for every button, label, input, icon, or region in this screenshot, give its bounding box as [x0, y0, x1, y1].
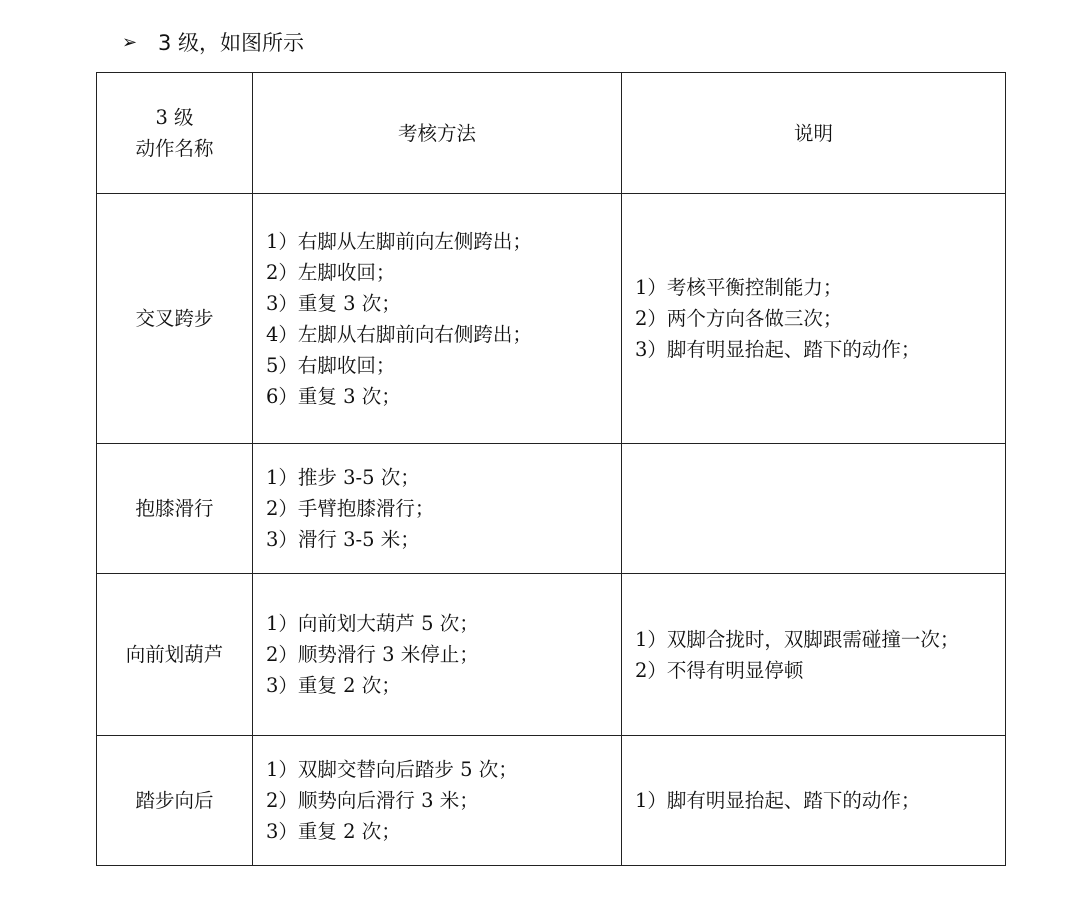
method-cell — [253, 736, 622, 866]
action-name-cell: 向前划葫芦 — [97, 574, 253, 736]
method-line: 5）右脚收回； — [266, 353, 396, 377]
method-line: 1）推步 3-5 次； — [266, 466, 420, 489]
note-line: 1）双脚合拢时，双脚跟需碰撞一次； — [635, 627, 960, 651]
action-name-cell: 抱膝滑行 — [97, 444, 253, 574]
method-line: 3）重复 2 次； — [266, 674, 401, 697]
header-action-name — [97, 73, 253, 194]
section-heading — [122, 26, 304, 58]
method-line: 3）滑行 3-5 米； — [266, 528, 420, 551]
table-header-row — [97, 73, 1006, 194]
method-line: 1）右脚从左脚前向左侧跨出； — [266, 229, 532, 253]
method-line: 2）顺势向后滑行 3 米； — [266, 789, 479, 812]
method-cell — [253, 444, 622, 574]
section-heading-text: 3 级，如图所示 — [158, 31, 305, 55]
header-note: 说明 — [622, 73, 1006, 194]
note-line: 1）脚有明显抬起、踏下的动作； — [635, 789, 921, 812]
method-line: 4）左脚从右脚前向右侧跨出； — [266, 322, 532, 346]
method-cell — [253, 194, 622, 444]
method-line: 1）向前划大葫芦 5 次； — [266, 612, 479, 635]
table-row — [97, 574, 1006, 736]
table-row — [97, 194, 1006, 444]
note-cell — [622, 574, 1006, 736]
assessment-table — [96, 72, 1006, 866]
note-line: 2）两个方向各做三次； — [635, 307, 843, 330]
note-line: 3）脚有明显抬起、踏下的动作； — [635, 338, 921, 361]
method-line: 6）重复 3 次； — [266, 384, 401, 408]
method-line: 3）重复 2 次； — [266, 820, 401, 843]
header-action-name-label: 动作名称 — [135, 137, 214, 160]
table-row — [97, 736, 1006, 866]
method-line: 2）手臂抱膝滑行； — [266, 497, 435, 520]
arrow-bullet-icon: ➢ — [122, 31, 138, 53]
note-line: 1）考核平衡控制能力； — [635, 276, 843, 299]
note-cell — [622, 736, 1006, 866]
table-row — [97, 444, 1006, 574]
header-level-label: 3 级 — [155, 106, 194, 129]
note-line: 2）不得有明显停顿 — [635, 658, 804, 682]
method-line: 2）顺势滑行 3 米停止； — [266, 643, 479, 666]
note-cell — [622, 194, 1006, 444]
method-cell — [253, 574, 622, 736]
method-line: 1）双脚交替向后踏步 5 次； — [266, 758, 518, 781]
header-method: 考核方法 — [253, 73, 622, 194]
note-cell-empty — [622, 444, 1006, 574]
action-name-cell: 踏步向后 — [97, 736, 253, 866]
method-line: 3）重复 3 次； — [266, 291, 401, 315]
action-name-cell: 交叉跨步 — [97, 194, 253, 444]
method-line: 2）左脚收回； — [266, 260, 396, 284]
